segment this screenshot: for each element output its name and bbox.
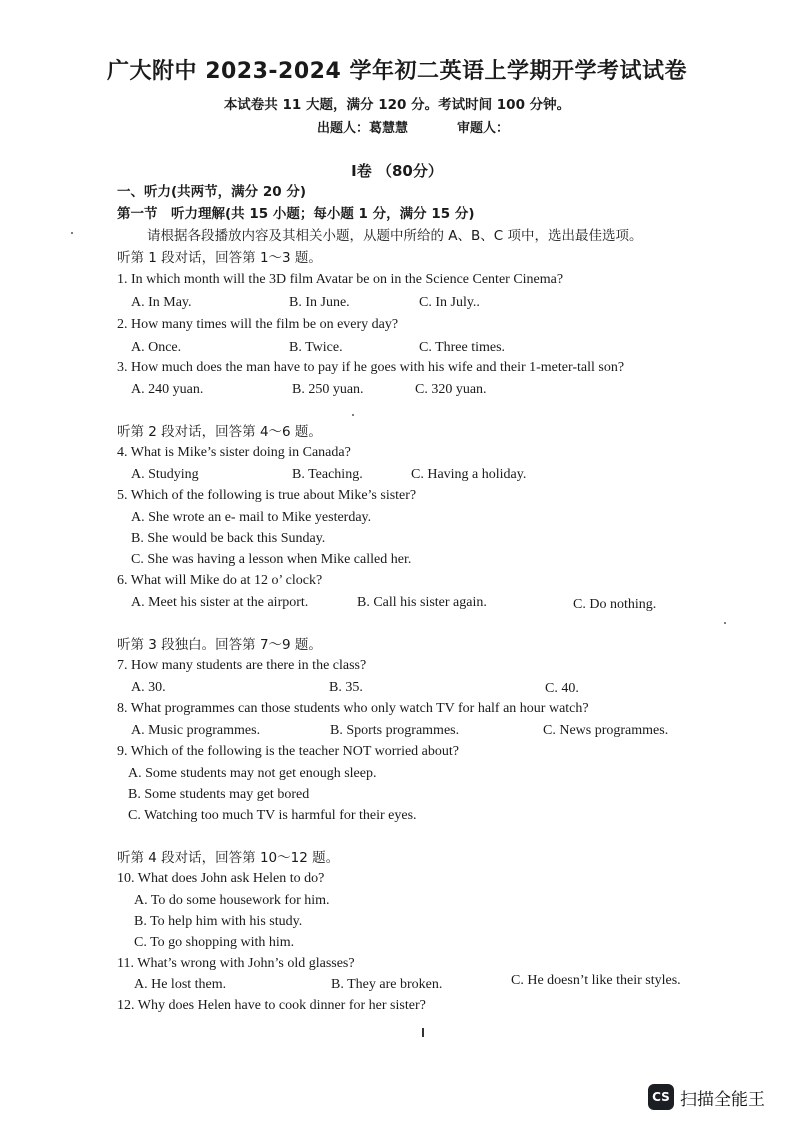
option-c: C. 40. [545,681,579,696]
exam-title: 广大附中 2023-2024 学年初二英语上学期开学考试试卷 [107,59,687,84]
option-b: B. They are broken. [331,977,443,992]
option-a: A. In May. [131,295,192,310]
question-stem: 8. What programmes can those students who only watch TV for half an hour watch? [117,701,589,716]
option-a: A. She wrote an e- mail to Mike yesterday. [131,510,372,525]
group-heading: 听第 1 段对话，回答第 1～3 题。 [117,250,322,266]
option-a: A. He lost them. [134,977,227,992]
question-stem: 7. How many students are there in the class? [117,658,367,673]
option-c: C. She was having a lesson when Mike called her. [131,552,412,567]
scan-speck [71,232,73,234]
scan-speck [352,414,354,416]
scanner-watermark [648,1082,765,1112]
question-stem: 4. What is Mike’s sister doing in Canada? [117,445,351,460]
option-a: A. To do some housework for him. [134,893,330,908]
option-b: B. She would be back this Sunday. [131,531,326,546]
option-a: A. 30. [131,680,166,695]
question-stem: 5. Which of the following is true about Mike’s sister? [117,488,417,503]
question-stem: 2. How many times will the film be on every day? [117,317,399,332]
option-c: C. Having a holiday. [411,467,527,482]
page-mark [422,1028,424,1037]
option-b: B. Call his sister again. [357,595,487,610]
group-heading: 听第 2 段对话，回答第 4～6 题。 [117,424,322,440]
option-a: A. Meet his sister at the airport. [131,595,309,610]
option-a: A. Music programmes. [131,723,261,738]
option-a: A. Some students may not get enough sleep. [128,766,377,781]
option-b: B. Sports programmes. [330,723,460,738]
group-heading: 听第 3 段独白。回答第 7～9 题。 [117,637,322,653]
question-stem: 10. What does John ask Helen to do? [117,871,325,886]
question-stem: 6. What will Mike do at 12 o’ clock? [117,573,323,588]
option-c: C. Do nothing. [573,597,657,612]
option-a: A. Studying [131,467,199,482]
question-stem: 9. Which of the following is the teacher NOT worried about? [117,744,459,759]
option-b: B. To help him with his study. [134,914,303,929]
option-c: C. Three times. [419,340,506,355]
question-stem: 12. Why does Helen have to cook dinner for her sister? [117,998,426,1013]
option-c: C. To go shopping with him. [134,935,295,950]
group-heading: 听第 4 段对话，回答第 10～12 题。 [117,850,340,866]
option-b: B. In June. [289,295,350,310]
scanner-label: 扫描全能王 [680,1089,765,1110]
option-c: C. Watching too much TV is harmful for their eyes. [128,808,417,823]
camscanner-logo-icon: CS [648,1084,674,1110]
question-stem: 3. How much does the man have to pay if he goes with his wife and their 1-meter-tall son? [117,360,625,375]
option-b: B. Twice. [289,340,343,355]
option-b: B. Teaching. [292,467,363,482]
subsection-title: 第一节 听力理解(共 15 小题；每小题 1 分，满分 15 分) [117,206,475,222]
option-c: C. He doesn’t like their styles. [511,973,681,988]
option-c: C. In July.. [419,295,480,310]
option-b: B. Some students may get bored [128,787,310,802]
question-stem: 11. What’s wrong with John’s old glasses? [117,956,355,971]
reviewer-label: 审题人： [457,121,510,136]
section-title: 一、听力(共两节，满分 20 分) [117,184,307,200]
part-title: I卷 （80分） [351,162,443,180]
setter-label: 出题人：葛慧慧 [317,121,409,136]
exam-subtitle: 本试卷共 11 大题，满分 120 分。考试时间 100 分钟。 [223,97,571,113]
option-b: B. 250 yuan. [292,382,364,397]
section-instruction: 请根据各段播放内容及其相关小题，从题中所给的 A、B、C 项中，选出最佳选项。 [147,228,643,244]
option-c: C. 320 yuan. [415,382,487,397]
scan-speck [724,622,726,624]
option-a: A. 240 yuan. [131,382,204,397]
option-a: A. Once. [131,340,182,355]
option-b: B. 35. [329,680,363,695]
option-c: C. News programmes. [543,723,669,738]
question-stem: 1. In which month will the 3D film Avatar be on in the Science Center Cinema? [117,272,564,287]
